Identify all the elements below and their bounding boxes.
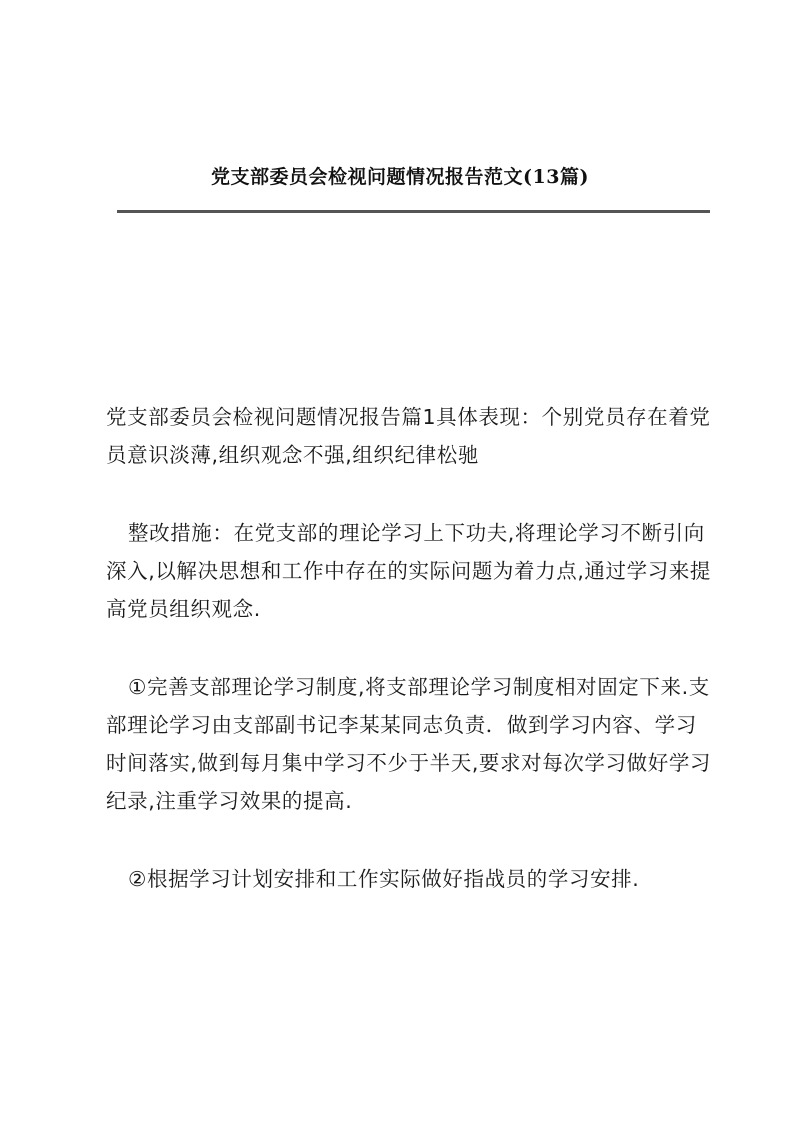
paragraph-4: ②根据学习计划安排和工作实际做好指战员的学习安排. bbox=[128, 867, 640, 891]
title-underline bbox=[117, 210, 710, 213]
paragraph-2: 整改措施：在党支部的理论学习上下功夫,将理论学习不断引向深入,以解决思想和工作中存在的实际问题为着力点,通过学习来提高党员组织观念. bbox=[106, 521, 712, 621]
paragraph-3: ①完善支部理论学习制度,将支部理论学习制度相对固定下来.支部理论学习由支部副书记李某某同志负责．做到学习内容、学习时间落实,做到每月集中学习不少于半天,要求对每次学习做好学习纪录,注重学习效果的提高. bbox=[106, 675, 712, 813]
document-body bbox=[106, 398, 714, 938]
document-title: 党支部委员会检视问题情况报告范文(13篇) bbox=[211, 166, 589, 188]
paragraph-1: 党支部委员会检视问题情况报告篇1具体表现：个别党员存在着党员意识淡薄,组织观念不强,组织纪律松驰 bbox=[106, 405, 711, 467]
